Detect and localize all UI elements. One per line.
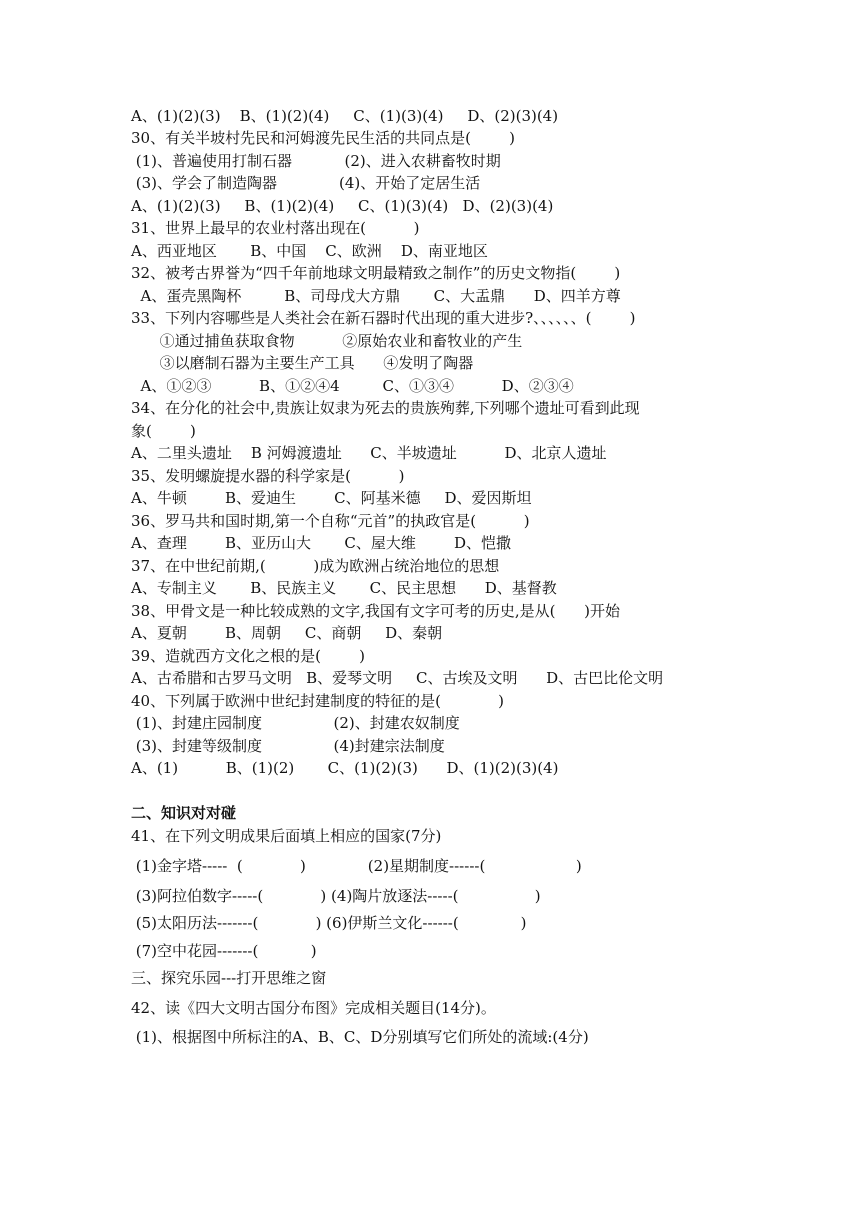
q41-row-4: (7)空中花园-------( ) <box>131 942 317 960</box>
q30-item-1-2: (1)、普遍使用打制石器 (2)、进入农耕畜牧时期 <box>131 152 501 170</box>
q40-stem: 40、下列属于欧洲中世纪封建制度的特征的是( ) <box>131 692 505 710</box>
q37-options: A、专制主义 B、民族主义 C、民主思想 D、基督教 <box>131 579 557 597</box>
q35-options: A、牛顿 B、爱迪生 C、阿基米德 D、爱因斯坦 <box>131 489 532 507</box>
q36-options: A、查理 B、亚历山大 C、屋大维 D、恺撒 <box>131 534 512 552</box>
q39-options: A、古希腊和古罗马文明 B、爱琴文明 C、古埃及文明 D、古巴比伦文明 <box>131 669 664 687</box>
q40-options: A、(1) B、(1)(2) C、(1)(2)(3) D、(1)(2)(3)(4) <box>131 759 559 777</box>
q34-stem: 34、在分化的社会中,贵族让奴隶为死去的贵族殉葬,下列哪个遗址可看到此现 <box>131 399 640 417</box>
q33-item-3-4: ③以磨制石器为主要生产工具 ④发明了陶器 <box>131 354 474 372</box>
q31-stem: 31、世界上最早的农业村落出现在( ) <box>131 219 420 237</box>
section-2-heading: 二、知识对对碰 <box>131 804 237 822</box>
q30-options: A、(1)(2)(3) B、(1)(2)(4) C、(1)(3)(4) D、(2)(3)(4) <box>131 197 554 215</box>
q38-stem: 38、甲骨文是一种比较成熟的文字,我国有文字可考的历史,是从( )开始 <box>131 602 620 620</box>
q40-item-1-2: (1)、封建庄园制度 (2)、封建农奴制度 <box>131 714 460 732</box>
q33-options: A、①②③ B、①②④4 C、①③④ D、②③④ <box>131 377 574 395</box>
q32-options: A、蛋壳黑陶杯 B、司母戊大方鼎 C、大盂鼎 D、四羊方尊 <box>131 287 621 305</box>
q33-item-1-2: ①通过捕鱼获取食物 ②原始农业和畜牧业的产生 <box>131 332 523 350</box>
q35-stem: 35、发明螺旋提水器的科学家是( ) <box>131 467 405 485</box>
q42-stem: 42、读《四大文明古国分布图》完成相关题目(14分)。 <box>131 999 496 1017</box>
q30-item-3-4: (3)、学会了制造陶器 (4)、开始了定居生活 <box>131 174 481 192</box>
q39-stem: 39、造就西方文化之根的是( ) <box>131 647 365 665</box>
q41-row-1: (1)金字塔----- ( ) (2)星期制度------( ) <box>131 857 582 875</box>
q32-stem: 32、被考古界誉为“四千年前地球文明最精致之制作”的历史文物指( ) <box>131 264 621 282</box>
q29-options: A、(1)(2)(3) B、(1)(2)(4) C、(1)(3)(4) D、(2)(3)(4) <box>131 107 559 125</box>
q31-options: A、西亚地区 B、中国 C、欧洲 D、南亚地区 <box>131 242 488 260</box>
q41-row-3: (5)太阳历法-------( ) (6)伊斯兰文化------( ) <box>131 914 527 932</box>
q36-stem: 36、罗马共和国时期,第一个自称“元首”的执政官是( ) <box>131 512 530 530</box>
q42-part-1: (1)、根据图中所标注的A、B、C、D分别填写它们所处的流域:(4分) <box>131 1028 589 1046</box>
q40-item-3-4: (3)、封建等级制度 (4)封建宗法制度 <box>131 737 445 755</box>
q41-stem: 41、在下列文明成果后面填上相应的国家(7分) <box>131 827 442 845</box>
q33-stem: 33、下列内容哪些是人类社会在新石器时代出现的重大进步?、、、、、、( ) <box>131 309 636 327</box>
q34-options: A、二里头遗址 B 河姆渡遗址 C、半坡遗址 D、北京人遗址 <box>131 444 607 462</box>
q37-stem: 37、在中世纪前期,( )成为欧洲占统治地位的思想 <box>131 557 500 575</box>
q41-row-2: (3)阿拉伯数字-----( ) (4)陶片放逐法-----( ) <box>131 887 541 905</box>
q38-options: A、夏朝 B、周朝 C、商朝 D、秦朝 <box>131 624 443 642</box>
section-3-heading: 三、探究乐园---打开思维之窗 <box>131 969 327 987</box>
q34-stem-cont: 象( ) <box>131 422 196 440</box>
q30-stem: 30、有关半坡村先民和河姆渡先民生活的共同点是( ) <box>131 129 515 147</box>
